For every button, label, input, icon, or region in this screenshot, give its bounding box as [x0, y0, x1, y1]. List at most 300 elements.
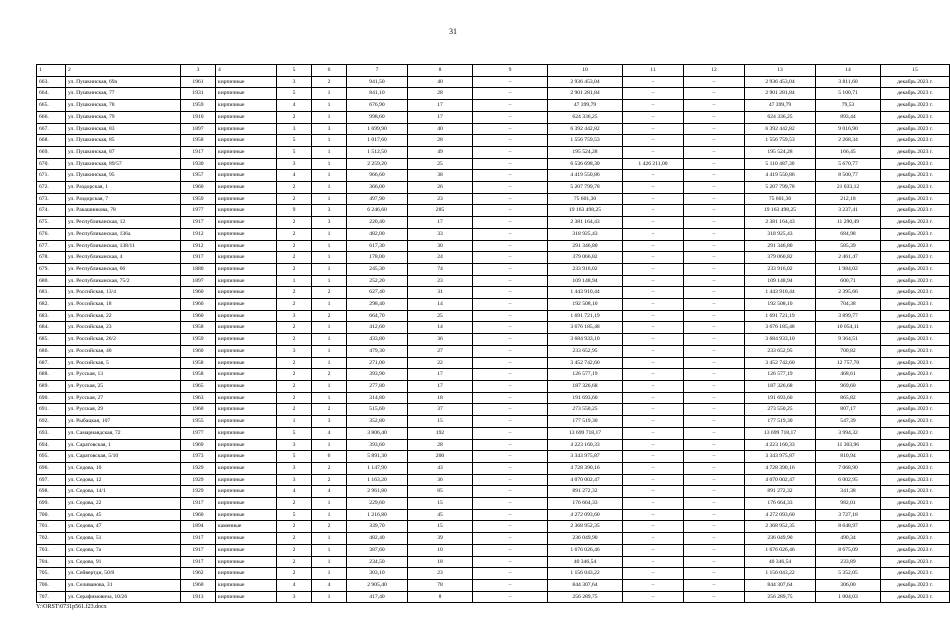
cell-residents: 36 [408, 334, 473, 346]
cell-cost-per-unit: 79,53 [816, 100, 881, 112]
table-row [37, 509, 950, 521]
cell-total-cost: 187 326,68 [548, 380, 623, 392]
cell-address: ул. Седова, 12 [66, 474, 181, 486]
cell-col-11-value: – [623, 533, 684, 545]
table-row [37, 474, 950, 486]
cell-entrances: 1 [312, 135, 347, 147]
cell-floors: 2 [277, 263, 312, 275]
header-col-8: 8 [408, 65, 473, 77]
cell-col-11-value: – [623, 392, 684, 404]
cell-total-area: 252,20 [347, 275, 408, 287]
table-row [37, 345, 950, 357]
table-row [37, 591, 950, 603]
cell-cost-per-unit: 166,45 [816, 146, 881, 158]
cell-col-9-value: – [473, 111, 548, 123]
cell-total-cost: 256 289,75 [548, 591, 623, 603]
cell-floors: 2 [277, 334, 312, 346]
table-row [37, 462, 950, 474]
cell-entrances: 1 [312, 275, 347, 287]
cell-cost-per-unit: 12 757,70 [816, 357, 881, 369]
table-row [37, 380, 950, 392]
cell-total-cost: 2 901 281,84 [548, 88, 623, 100]
cell-total-area: 1 512,50 [347, 146, 408, 158]
cell-address: ул. Серафимовича, 10/26 [66, 591, 181, 603]
cell-year-built: 1960 [181, 299, 216, 311]
cell-total-cost: 2 936 453,04 [548, 76, 623, 88]
cell-col-9-value: – [473, 404, 548, 416]
cell-floors: 2 [277, 533, 312, 545]
cell-total-cost: 4 419 550,86 [548, 170, 623, 182]
cell-cost-per-unit: 490,34 [816, 533, 881, 545]
cell-entrances: 2 [312, 404, 347, 416]
cell-residents: 10 [408, 544, 473, 556]
cell-row-number: 697. [37, 474, 66, 486]
cell-total-area: 393,90 [347, 369, 408, 381]
cell-col-11-value: – [623, 76, 684, 88]
cell-total-area: 417,40 [347, 591, 408, 603]
cell-address: ул. Пушкинская, 83 [66, 123, 181, 135]
cell-cost-per-unit: 6 002,95 [816, 474, 881, 486]
header-col-2: 2 [66, 65, 181, 77]
cell-total-cost: 6 392 442,82 [548, 123, 623, 135]
cell-col-9-value: – [473, 369, 548, 381]
cell-year-built: 1969 [181, 439, 216, 451]
cell-col-11-value: – [623, 123, 684, 135]
cell-year-built: 1958 [181, 369, 216, 381]
cell-floors: 4 [277, 486, 312, 498]
cell-floors: 1 [277, 416, 312, 428]
cell-net-cost: 256 289,75 [745, 591, 816, 603]
cell-row-number: 692. [37, 416, 66, 428]
cell-row-number: 672. [37, 182, 66, 194]
table-row [37, 205, 950, 217]
cell-deadline: декабрь 2023 г. [881, 498, 950, 510]
cell-floors: 2 [277, 228, 312, 240]
cell-col-9-value: – [473, 182, 548, 194]
cell-entrances: 4 [312, 427, 347, 439]
cell-year-built: 1930 [181, 158, 216, 170]
cell-net-cost: 1 556 759,53 [745, 135, 816, 147]
cell-deadline: декабрь 2023 г. [881, 228, 950, 240]
cell-residents: 28 [408, 135, 473, 147]
cell-total-cost: 47 399,79 [548, 100, 623, 112]
cell-row-number: 676. [37, 228, 66, 240]
cell-row-number: 685. [37, 334, 66, 346]
cell-net-cost: 4 728 390,16 [745, 462, 816, 474]
cell-address: ул. Пушкинская, 78 [66, 100, 181, 112]
cell-col-11-value: – [623, 451, 684, 463]
header-col-13: 13 [745, 65, 816, 77]
cell-entrances: 2 [312, 310, 347, 322]
cell-row-number: 696. [37, 462, 66, 474]
table-row [37, 240, 950, 252]
cell-floors: 2 [277, 369, 312, 381]
cell-col-11-value: – [623, 486, 684, 498]
cell-residents: 40 [408, 123, 473, 135]
cell-floors: 2 [277, 404, 312, 416]
cell-entrances: 1 [312, 533, 347, 545]
cell-entrances: 1 [312, 252, 347, 264]
cell-residents: 23 [408, 568, 473, 580]
cell-residents: 22 [408, 357, 473, 369]
header-col-7: 7 [347, 65, 408, 77]
cell-col-11-value: – [623, 88, 684, 100]
cell-total-cost: 191 693,60 [548, 392, 623, 404]
cell-residents: 45 [408, 509, 473, 521]
cell-address: ул. Российская, 18 [66, 299, 181, 311]
cell-wall-material: кирпичные [216, 322, 277, 334]
cell-wall-material: кирпичные [216, 486, 277, 498]
cell-col-11-value: – [623, 217, 684, 229]
cell-floors: 3 [277, 123, 312, 135]
cell-col-12-value: – [684, 533, 745, 545]
cell-col-9-value: – [473, 345, 548, 357]
cell-col-12-value: – [684, 217, 745, 229]
cell-deadline: декабрь 2023 г. [881, 299, 950, 311]
header-col-14: 14 [816, 65, 881, 77]
cell-wall-material: кирпичные [216, 100, 277, 112]
cell-row-number: 703. [37, 544, 66, 556]
table-row [37, 100, 950, 112]
cell-entrances: 6 [312, 451, 347, 463]
cell-row-number: 686. [37, 345, 66, 357]
cell-total-cost: 1 676 026,46 [548, 544, 623, 556]
cell-total-area: 220,40 [347, 217, 408, 229]
cell-col-12-value: – [684, 322, 745, 334]
table-row [37, 533, 950, 545]
cell-floors: 2 [277, 380, 312, 392]
cell-col-9-value: – [473, 533, 548, 545]
cell-total-area: 393,60 [347, 439, 408, 451]
cell-col-11-value: – [623, 544, 684, 556]
cell-total-area: 1 699,90 [347, 123, 408, 135]
cell-deadline: декабрь 2023 г. [881, 369, 950, 381]
cell-total-area: 352,80 [347, 416, 408, 428]
cell-floors: 4 [277, 579, 312, 591]
cell-total-cost: 2 381 164,43 [548, 217, 623, 229]
cell-floors: 2 [277, 240, 312, 252]
table-row [37, 158, 950, 170]
cell-row-number: 663. [37, 76, 66, 88]
cell-row-number: 679. [37, 263, 66, 275]
cell-total-cost: 4 223 160,33 [548, 439, 623, 451]
table-row [37, 544, 950, 556]
cell-total-area: 271,00 [347, 357, 408, 369]
cell-residents: 18 [408, 392, 473, 404]
cell-year-built: 1959 [181, 334, 216, 346]
cell-cost-per-unit: 233,89 [816, 556, 881, 568]
cell-deadline: декабрь 2023 г. [881, 568, 950, 580]
cell-entrances: 1 [312, 182, 347, 194]
cell-address: ул. Ракашникова, 78 [66, 205, 181, 217]
cell-deadline: декабрь 2023 г. [881, 416, 950, 428]
cell-net-cost: 1 691 721,19 [745, 310, 816, 322]
cell-wall-material: кирпичные [216, 182, 277, 194]
cell-wall-material: кирпичные [216, 310, 277, 322]
cell-total-cost: 13 699 718,17 [548, 427, 623, 439]
cell-cost-per-unit: 585,39 [816, 240, 881, 252]
cell-address: ул. Раздорская, 1 [66, 182, 181, 194]
cell-total-area: 1 216,80 [347, 509, 408, 521]
cell-net-cost: 1 156 043,22 [745, 568, 816, 580]
cell-col-12-value: – [684, 498, 745, 510]
cell-wall-material: кирпичные [216, 451, 277, 463]
cell-col-11-value: 1 426 211,00 [623, 158, 684, 170]
cell-floors: 3 [277, 345, 312, 357]
cell-residents: 15 [408, 416, 473, 428]
cell-col-11-value: – [623, 135, 684, 147]
cell-row-number: 684. [37, 322, 66, 334]
cell-cost-per-unit: 2 461,47 [816, 252, 881, 264]
cell-total-cost: 2 368 952,35 [548, 521, 623, 533]
cell-col-12-value: – [684, 88, 745, 100]
cell-wall-material: кирпичные [216, 263, 277, 275]
cell-residents: 18 [408, 556, 473, 568]
cell-col-11-value: – [623, 205, 684, 217]
cell-year-built: 1960 [181, 287, 216, 299]
cell-col-9-value: – [473, 439, 548, 451]
cell-net-cost: 176 664,33 [745, 498, 816, 510]
cell-floors: 3 [277, 591, 312, 603]
cell-residents: 30 [408, 240, 473, 252]
cell-total-cost: 379 066,82 [548, 252, 623, 264]
cell-year-built: 1977 [181, 427, 216, 439]
cell-col-12-value: – [684, 146, 745, 158]
cell-net-cost: 233 916,02 [745, 263, 816, 275]
cell-total-area: 178,00 [347, 252, 408, 264]
cell-col-12-value: – [684, 521, 745, 533]
cell-total-cost: 40 346,54 [548, 556, 623, 568]
cell-row-number: 707. [37, 591, 66, 603]
cell-entrances: 1 [312, 568, 347, 580]
cell-net-cost: 273 550,25 [745, 404, 816, 416]
cell-total-area: 433,80 [347, 334, 408, 346]
cell-floors: 2 [277, 299, 312, 311]
cell-floors: 2 [277, 521, 312, 533]
cell-deadline: декабрь 2023 г. [881, 240, 950, 252]
cell-total-area: 515,60 [347, 404, 408, 416]
cell-total-area: 277,80 [347, 380, 408, 392]
cell-net-cost: 318 925,43 [745, 228, 816, 240]
cell-col-12-value: – [684, 486, 745, 498]
cell-address: ул. Пушкинская, 95 [66, 170, 181, 182]
cell-entrances: 1 [312, 439, 347, 451]
registry-table [36, 64, 950, 603]
cell-row-number: 681. [37, 287, 66, 299]
cell-cost-per-unit: 704,38 [816, 299, 881, 311]
cell-cost-per-unit: 1 004,03 [816, 591, 881, 603]
cell-floors: 5 [277, 451, 312, 463]
table-row [37, 498, 950, 510]
cell-year-built: 1963 [181, 392, 216, 404]
cell-col-12-value: – [684, 556, 745, 568]
cell-total-cost: 6 536 698,30 [548, 158, 623, 170]
cell-wall-material: кирпичные [216, 357, 277, 369]
table-row [37, 404, 950, 416]
cell-row-number: 691. [37, 404, 66, 416]
cell-floors: 2 [277, 568, 312, 580]
cell-address: ул. Российская, 26/2 [66, 334, 181, 346]
cell-total-cost: 4 070 002,47 [548, 474, 623, 486]
cell-deadline: декабрь 2023 г. [881, 509, 950, 521]
cell-floors: 2 [277, 111, 312, 123]
document-file-path: Y:\ORST\0731p561.f23.docx [36, 604, 107, 610]
cell-row-number: 706. [37, 579, 66, 591]
cell-row-number: 699. [37, 498, 66, 510]
cell-cost-per-unit: 11 303,96 [816, 439, 881, 451]
cell-residents: 14 [408, 299, 473, 311]
cell-col-11-value: – [623, 310, 684, 322]
cell-deadline: декабрь 2023 г. [881, 591, 950, 603]
cell-address: ул. Селиванова, 31 [66, 579, 181, 591]
cell-net-cost: 40 346,54 [745, 556, 816, 568]
cell-floors: 2 [277, 252, 312, 264]
cell-year-built: 1958 [181, 135, 216, 147]
cell-address: ул. Российская, 40 [66, 345, 181, 357]
registry-table-container [36, 64, 933, 603]
table-row [37, 170, 950, 182]
cell-address: ул. Пушкинская, 85 [66, 135, 181, 147]
cell-wall-material: кирпичные [216, 170, 277, 182]
cell-net-cost: 109 148,94 [745, 275, 816, 287]
table-row [37, 322, 950, 334]
cell-col-11-value: – [623, 568, 684, 580]
table-row [37, 579, 950, 591]
table-row [37, 123, 950, 135]
cell-year-built: 1960 [181, 404, 216, 416]
cell-total-area: 2 259,20 [347, 158, 408, 170]
cell-residents: 23 [408, 275, 473, 287]
cell-col-11-value: – [623, 170, 684, 182]
cell-total-area: 1 147,90 [347, 462, 408, 474]
cell-residents: 40 [408, 76, 473, 88]
cell-col-11-value: – [623, 228, 684, 240]
cell-year-built: 1929 [181, 474, 216, 486]
cell-floors: 3 [277, 76, 312, 88]
cell-entrances: 1 [312, 170, 347, 182]
cell-col-9-value: – [473, 88, 548, 100]
cell-net-cost: 3 676 185,48 [745, 322, 816, 334]
cell-col-12-value: – [684, 182, 745, 194]
cell-cost-per-unit: 700,82 [816, 345, 881, 357]
cell-total-cost: 192 508,10 [548, 299, 623, 311]
table-row [37, 76, 950, 88]
cell-net-cost: 4 272 093,60 [745, 509, 816, 521]
cell-address: ул. Русская, 29 [66, 404, 181, 416]
cell-deadline: декабрь 2023 г. [881, 76, 950, 88]
header-col-1: 1 [37, 65, 66, 77]
cell-col-11-value: – [623, 474, 684, 486]
cell-row-number: 701. [37, 521, 66, 533]
cell-col-9-value: – [473, 568, 548, 580]
cell-cost-per-unit: 11 290,49 [816, 217, 881, 229]
cell-year-built: 1959 [181, 193, 216, 205]
cell-deadline: декабрь 2023 г. [881, 182, 950, 194]
cell-wall-material: кирпичные [216, 252, 277, 264]
cell-col-11-value: – [623, 579, 684, 591]
cell-year-built: 1929 [181, 486, 216, 498]
cell-floors: 5 [277, 509, 312, 521]
cell-floors: 2 [277, 498, 312, 510]
cell-address: ул. Русская, 13 [66, 369, 181, 381]
cell-deadline: декабрь 2023 г. [881, 556, 950, 568]
cell-net-cost: 191 693,60 [745, 392, 816, 404]
cell-wall-material: кирпичные [216, 299, 277, 311]
cell-wall-material: кирпичные [216, 474, 277, 486]
header-col-10: 10 [548, 65, 623, 77]
cell-address: ул. Русская, 25 [66, 380, 181, 392]
cell-cost-per-unit: 341,38 [816, 486, 881, 498]
cell-floors: 5 [277, 427, 312, 439]
cell-row-number: 690. [37, 392, 66, 404]
table-header-row [37, 65, 950, 77]
cell-total-cost: 4 272 093,60 [548, 509, 623, 521]
cell-net-cost: 6 392 442,82 [745, 123, 816, 135]
cell-col-9-value: – [473, 427, 548, 439]
cell-col-11-value: – [623, 345, 684, 357]
cell-year-built: 1913 [181, 591, 216, 603]
cell-residents: 14 [408, 322, 473, 334]
cell-deadline: декабрь 2023 г. [881, 322, 950, 334]
cell-col-12-value: – [684, 275, 745, 287]
cell-total-cost: 844 307,64 [548, 579, 623, 591]
cell-col-12-value: – [684, 380, 745, 392]
cell-wall-material: кирпичные [216, 135, 277, 147]
cell-col-9-value: – [473, 158, 548, 170]
cell-col-12-value: – [684, 474, 745, 486]
cell-net-cost: 624 336,25 [745, 111, 816, 123]
header-col-6: 6 [312, 65, 347, 77]
cell-floors: 5 [277, 88, 312, 100]
cell-col-9-value: – [473, 135, 548, 147]
cell-residents: 25 [408, 310, 473, 322]
cell-residents: 23 [408, 193, 473, 205]
cell-total-cost: 624 336,25 [548, 111, 623, 123]
cell-entrances: 1 [312, 158, 347, 170]
cell-floors: 2 [277, 217, 312, 229]
cell-deadline: декабрь 2023 г. [881, 533, 950, 545]
cell-year-built: 1929 [181, 462, 216, 474]
header-col-3: 3 [181, 65, 216, 77]
cell-row-number: 680. [37, 275, 66, 287]
cell-floors: 4 [277, 170, 312, 182]
cell-col-9-value: – [473, 240, 548, 252]
cell-total-area: 664,70 [347, 310, 408, 322]
cell-deadline: декабрь 2023 г. [881, 252, 950, 264]
cell-wall-material: кирпичные [216, 228, 277, 240]
cell-total-cost: 177 519,30 [548, 416, 623, 428]
cell-col-11-value: – [623, 380, 684, 392]
cell-residents: 24 [408, 252, 473, 264]
cell-wall-material: кирпичные [216, 193, 277, 205]
cell-total-area: 339,70 [347, 521, 408, 533]
cell-col-12-value: – [684, 240, 745, 252]
cell-wall-material: кирпичные [216, 462, 277, 474]
cell-col-9-value: – [473, 498, 548, 510]
cell-entrances: 4 [312, 579, 347, 591]
header-col-5: 5 [277, 65, 312, 77]
cell-net-cost: 233 652,95 [745, 345, 816, 357]
cell-floors: 2 [277, 287, 312, 299]
table-row [37, 263, 950, 275]
cell-row-number: 664. [37, 88, 66, 100]
cell-col-11-value: – [623, 591, 684, 603]
table-row [37, 392, 950, 404]
cell-wall-material: кирпичные [216, 380, 277, 392]
cell-total-cost: 5 207 799,78 [548, 182, 623, 194]
cell-entrances: 1 [312, 392, 347, 404]
cell-total-area: 3 806,40 [347, 427, 408, 439]
